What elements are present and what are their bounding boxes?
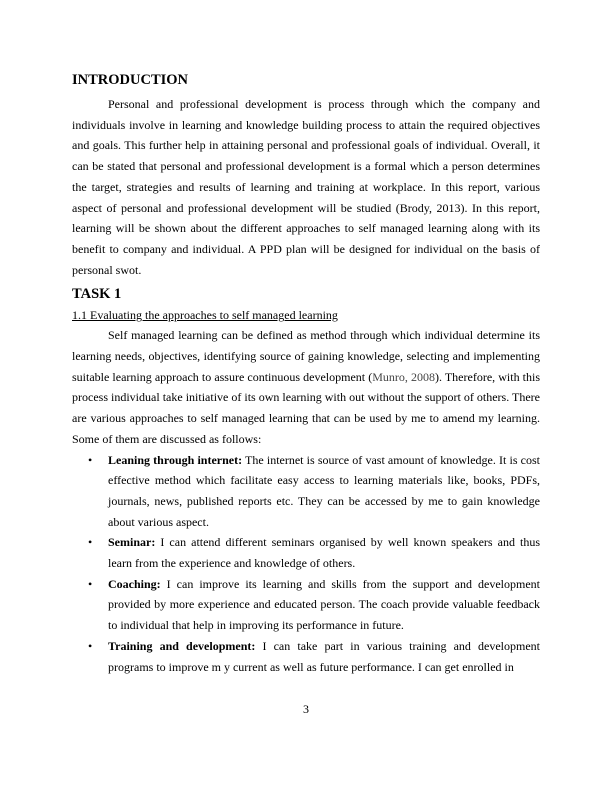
bullet-text: I can attend different seminars organised by well known speakers and thus learn from the experience and knowledge of others. bbox=[108, 535, 540, 571]
introduction-heading: INTRODUCTION bbox=[72, 72, 189, 88]
bullet-term: Coaching: bbox=[108, 576, 161, 591]
list-item bbox=[72, 532, 540, 573]
bullet-text: I can take part in various training and development programs to improve m y current as well as future performance. I can get enrolled in bbox=[108, 638, 540, 674]
task1-citation: Munro, 2008 bbox=[372, 369, 435, 384]
task1-heading: TASK 1 bbox=[72, 286, 122, 303]
task1-subheading: 1.1 Evaluating the approaches to self managed learning bbox=[72, 308, 338, 323]
list-item bbox=[72, 636, 540, 677]
page-content bbox=[72, 70, 540, 677]
bullet-term: Seminar: bbox=[108, 535, 156, 550]
bullet-icon: • bbox=[88, 452, 93, 467]
introduction-paragraph: Personal and professional development is process through which the company and individuals involve in learning and knowledge building process to attain the required objectives and goals. This further help in attaining personal and professional goals of individual. Overall, it can be stated that personal and professional development is a formal which a person determines the target, strategies and results of learning and training at workplace. In this report, various aspect of personal and professional development will be studied (Brody, 2013). In this report, learning will be shown about the different approaches to self managed learning along with its benefit to company and individual. A PPD plan will be designed for individual on the basis of personal swot. bbox=[72, 97, 540, 277]
page-number: 3 bbox=[303, 702, 309, 716]
bullet-term: Training and development: bbox=[108, 638, 256, 653]
bullet-icon: • bbox=[88, 576, 93, 591]
bullet-text: The internet is source of vast amount of knowledge. It is cost effective method which facilitate easy access to learning materials like, books, PDFs, journals, news, published reports etc. They can be accessed by me to gain knowledge about various aspect. bbox=[108, 452, 541, 529]
bullet-icon: • bbox=[88, 535, 93, 550]
bullet-term: Leaning through internet: bbox=[108, 452, 243, 467]
task1-paragraph-before: Self managed learning can be defined as method through which individual determine its learning needs, objectives, identifying source of gaining knowledge, selecting and implementing suitable learning approach to assure continuous development ( bbox=[72, 328, 540, 384]
list-item bbox=[72, 574, 540, 636]
task1-paragraph-after: ). Therefore, with this process individual take initiative of its own learning with out without the support of others. There are various approaches to self managed learning that can be used by me to amend my learning. Some of them are discussed as follows: bbox=[72, 369, 541, 446]
bullet-text: I can improve its learning and skills from the support and development provided by more experience and educated person. The coach provide valuable feedback to individual that help in improving its performance in future. bbox=[108, 576, 540, 633]
list-item bbox=[72, 450, 540, 533]
approaches-list bbox=[72, 450, 540, 678]
bullet-icon: • bbox=[88, 638, 93, 653]
task1-paragraph bbox=[72, 325, 540, 449]
